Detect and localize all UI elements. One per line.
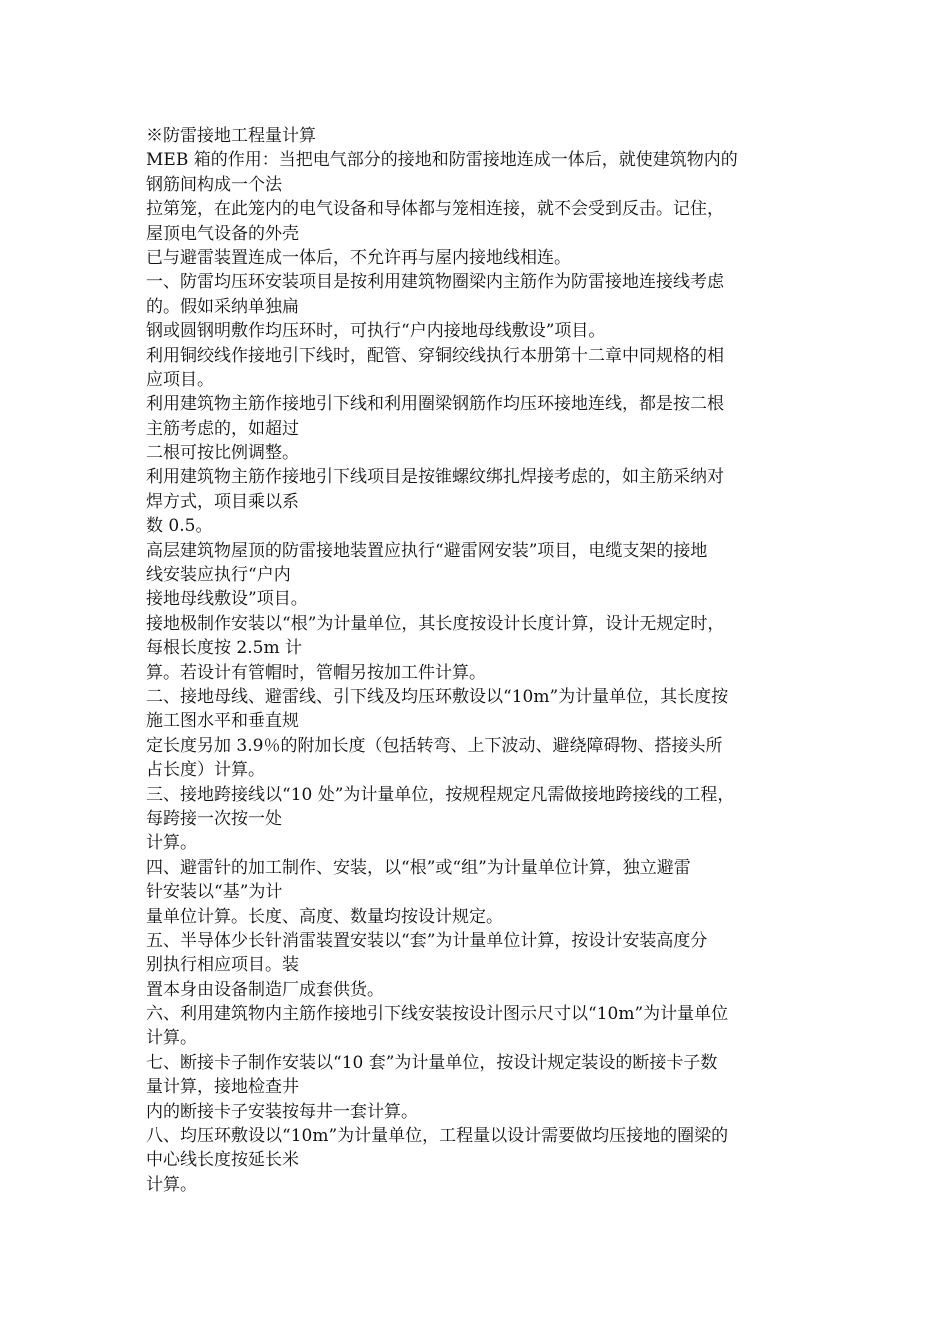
text-line: 高层建筑物屋顶的防雷接地装置应执行“避雷网安装”项目，电缆支架的接地 [146, 540, 708, 561]
text-line: 针安装以“基”为计 [146, 882, 283, 903]
text-line: 四、避雷针的加工制作、安装，以“根”或“组”为计量单位计算，独立避雷 [146, 857, 691, 878]
text-line: 别执行相应项目。装 [146, 955, 299, 976]
text-line: 三、接地跨接线以“10 处”为计量单位，按规程规定凡需做接地跨接线的工程， [146, 784, 735, 805]
text-line: 量计算，接地检查井 [146, 1077, 299, 1098]
text-line: 五、半导体少长针消雷装置安装以“套”为计量单位计算，按设计安装高度分 [146, 930, 708, 951]
text-line: 主筋考虑的，如超过 [146, 418, 299, 439]
text-line: 施工图水平和垂直规 [146, 711, 299, 732]
text-line: 八、均压环敷设以“10m”为计量单位，工程量以设计需要做均压接地的圈梁的 [146, 1126, 729, 1147]
text-line: 钢筋间构成一个法 [146, 174, 282, 195]
text-line: 线安装应执行“户内 [146, 565, 291, 586]
text-line: 占长度）计算。 [146, 760, 265, 781]
text-line: 拉第笼，在此笼内的电气设备和导体都与笼相连接，就不会受到反击。记住， [146, 199, 724, 220]
text-line: 数 0.5。 [146, 516, 213, 537]
document-title: ※防雷接地工程量计算 [146, 126, 316, 146]
text-line: 置本身由设备制造厂成套供货。 [146, 979, 384, 1000]
text-line: 钢或圆钢明敷作均压环时，可执行“户内接地母线敷设”项目。 [146, 321, 606, 342]
text-line: 利用建筑物主筋作接地引下线项目是按锥螺纹绑扎焊接考虑的，如主筋采纳对 [146, 467, 724, 488]
text-line: 内的断接卡子安装按每井一套计算。 [146, 1101, 418, 1122]
text-line: 利用铜绞线作接地引下线时，配管、穿铜绞线执行本册第十二章中同规格的相 [146, 345, 724, 366]
text-line: 每根长度按 2.5m 计 [146, 638, 302, 659]
text-line: 定长度另加 3.9％的附加长度（包括转弯、上下波动、避绕障碍物、搭接头所 [146, 735, 723, 756]
text-line: MEB 箱的作用：当把电气部分的接地和防雷接地连成一体后，就使建筑物内的 [146, 150, 738, 171]
text-line: 已与避雷装置连成一体后，不允许再与屋内接地线相连。 [146, 247, 571, 268]
text-line: 七、断接卡子制作安装以“10 套”为计量单位，按设计规定装设的断接卡子数 [146, 1052, 718, 1073]
text-line: 接地极制作安装以“根”为计量单位，其长度按设计长度计算，设计无规定时， [146, 613, 725, 634]
text-line: 中心线长度按延长米 [146, 1150, 299, 1171]
text-line: 应项目。 [146, 369, 214, 390]
document-body [146, 124, 814, 1197]
text-line: 焊方式，项目乘以系 [146, 491, 299, 512]
text-line: 计算。 [146, 833, 197, 854]
text-line: 屋顶电气设备的外壳 [146, 223, 299, 244]
text-line: 六、利用建筑物内主筋作接地引下线安装按设计图示尺寸以“10m”为计量单位 [146, 1004, 729, 1025]
text-line: 二、接地母线、避雷线、引下线及均压环敷设以“10m”为计量单位，其长度按 [146, 686, 729, 707]
text-line: 计算。 [146, 1174, 197, 1195]
text-line: 量单位计算。长度、高度、数量均按设计规定。 [146, 906, 503, 927]
text-line: 计算。 [146, 1028, 197, 1049]
text-line: 利用建筑物主筋作接地引下线和利用圈梁钢筋作均压环接地连线，都是按二根 [146, 394, 724, 415]
text-line: 的。假如采纳单独扁 [146, 296, 299, 317]
text-line: 接地母线敷设”项目。 [146, 589, 308, 610]
text-line: 二根可按比例调整。 [146, 443, 299, 464]
text-line: 算。若设计有管帽时，管帽另按加工件计算。 [146, 662, 486, 683]
text-line: 每跨接一次按一处 [146, 808, 282, 829]
text-line: 一、防雷均压环安装项目是按利用建筑物圈梁内主筋作为防雷接地连接线考虑 [146, 272, 724, 293]
